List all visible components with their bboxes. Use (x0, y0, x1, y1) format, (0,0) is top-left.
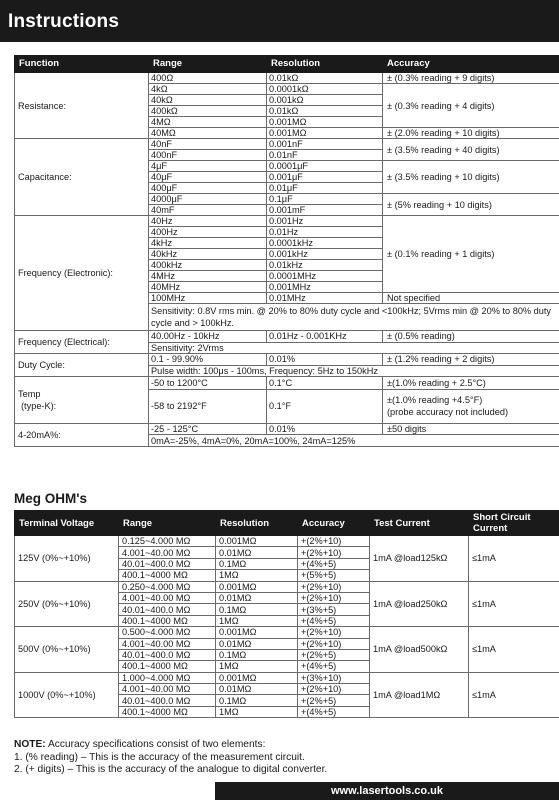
table-header-row (15, 56, 559, 73)
resolution-cell: 0.0001μF (267, 161, 383, 172)
function-label-line: Temp (18, 388, 41, 399)
resolution-cell: 0.001MΩ (216, 581, 298, 592)
terminal-voltage-cell: 250V (0%~+10%) (15, 581, 119, 627)
header-resolution: Resolution (267, 56, 383, 73)
note-cell: Sensitivity: 2Vrms (149, 342, 559, 354)
range-cell: 100MHz (149, 293, 267, 304)
resolution-cell: 0.001mF (267, 205, 383, 216)
range-cell: 40.01~400.0 MΩ (119, 604, 216, 615)
resolution-cell: 0.001MΩ (267, 128, 383, 139)
resolution-cell: 1MΩ (216, 615, 298, 626)
sensitivity-note: Sensitivity: 0.8V rms min. @ 20% to 80% duty cycle and <100kHz; 5Vrms min @ 20% to 80% duty cycle and > 100kHz. (149, 304, 559, 331)
page-title: Instructions (0, 0, 559, 42)
resolution-cell: 0.001Hz (267, 216, 383, 227)
meg-ohm-heading: Meg OHM's (14, 491, 87, 506)
resolution-cell: 0.001MΩ (267, 117, 383, 128)
test-current-cell: 1mA @load125kΩ (370, 536, 469, 582)
accuracy-cell: +(4%+5) (298, 615, 370, 626)
test-current-cell: 1mA @load250kΩ (370, 581, 469, 627)
accuracy-cell: ± (3.5% reading + 10 digits) (383, 161, 559, 194)
range-cell: 0.1 - 99.90% (149, 354, 267, 366)
resolution-cell: 0.01MΩ (216, 547, 298, 558)
resolution-cell: 0.01MΩ (216, 638, 298, 649)
range-cell: 400.1~4000 MΩ (119, 570, 216, 581)
note-intro (14, 739, 327, 752)
accuracy-cell: +(2%+5) (298, 695, 370, 706)
function-label: Frequency (Electronic): (15, 216, 149, 331)
resolution-cell: 1MΩ (216, 706, 298, 717)
range-cell: 400.1~4000 MΩ (119, 615, 216, 626)
header-function: Function (15, 56, 149, 73)
function-label: Resistance: (15, 73, 149, 139)
resolution-cell: 0.01Hz - 0.001KHz (267, 331, 383, 343)
range-cell: 4000μF (149, 194, 267, 205)
range-cell: 4.001~40.00 MΩ (119, 592, 216, 603)
note-heading: NOTE: (14, 739, 46, 750)
resolution-cell: 0.1MΩ (216, 695, 298, 706)
table-row (15, 672, 559, 683)
range-cell: 4μF (149, 161, 267, 172)
short-circuit-current-cell: ≤1mA (469, 627, 559, 673)
note-cell: Pulse width: 100μs - 100ms, Frequency: 5Hz to 150kHz (149, 365, 559, 377)
range-cell: 400.1~4000 MΩ (119, 661, 216, 672)
range-cell: 40mF (149, 205, 267, 216)
range-cell: 4.001~40.00 MΩ (119, 547, 216, 558)
table-row (15, 73, 559, 84)
resolution-cell: 1MΩ (216, 661, 298, 672)
range-cell: 400Ω (149, 73, 267, 84)
range-cell: 4kΩ (149, 84, 267, 95)
accuracy-cell: ± (0.1% reading + 1 digits) (383, 216, 559, 293)
function-label: Duty Cycle: (15, 354, 149, 377)
test-current-cell: 1mA @load1MΩ (370, 672, 469, 718)
resolution-cell: 0.0001MHz (267, 271, 383, 282)
function-label: Capacitance: (15, 139, 149, 216)
accuracy-cell: Not specified (383, 293, 559, 304)
resolution-cell: 0.01% (267, 423, 383, 435)
function-label-line: (type-K): (21, 400, 57, 411)
accuracy-line: (probe accuracy not included) (387, 407, 509, 418)
resolution-cell: 0.01% (267, 354, 383, 366)
accuracy-cell: +(2%+10) (298, 581, 370, 592)
range-cell: 400Hz (149, 227, 267, 238)
header-test-current: Test Current (370, 511, 469, 536)
resolution-cell: 0.0001kΩ (267, 84, 383, 95)
range-cell: 40MΩ (149, 128, 267, 139)
range-cell: 4MHz (149, 271, 267, 282)
header-range: Range (149, 56, 267, 73)
range-cell: 40.01~400.0 MΩ (119, 649, 216, 660)
function-label (15, 377, 149, 424)
table-row (15, 423, 559, 435)
range-cell: 40.00Hz - 10kHz (149, 331, 267, 343)
resolution-cell: 0.01kHz (267, 260, 383, 271)
footer-url: www.lasertools.co.uk (215, 782, 559, 800)
function-label: 4-20mA%: (15, 423, 149, 446)
resolution-cell: 0.0001kHz (267, 238, 383, 249)
table-row (15, 216, 559, 227)
range-cell: 40μF (149, 172, 267, 183)
resolution-cell: 0.001nF (267, 139, 383, 150)
accuracy-cell: ± (3.5% reading + 40 digits) (383, 139, 559, 161)
table-row (15, 536, 559, 547)
resolution-cell: 0.001MΩ (216, 536, 298, 547)
resolution-cell: 0.001μF (267, 172, 383, 183)
accuracy-cell: +(4%+5) (298, 558, 370, 569)
range-cell: 400kHz (149, 260, 267, 271)
range-cell: 400.1~4000 MΩ (119, 706, 216, 717)
resolution-cell: 0.01MHz (267, 293, 383, 304)
accuracy-cell: ± (0.3% reading + 4 digits) (383, 84, 559, 128)
short-circuit-current-cell: ≤1mA (469, 536, 559, 582)
table-row (15, 377, 559, 390)
terminal-voltage-cell: 500V (0%~+10%) (15, 627, 119, 673)
header-short-circuit-current: Short Circuit Current (469, 511, 559, 536)
resolution-cell: 0.001kHz (267, 249, 383, 260)
short-circuit-current-cell: ≤1mA (469, 581, 559, 627)
range-cell: 40nF (149, 139, 267, 150)
accuracy-cell: +(2%+5) (298, 649, 370, 660)
range-cell: 4kHz (149, 238, 267, 249)
resolution-cell: 0.001MΩ (216, 627, 298, 638)
resolution-cell: 0.001kΩ (267, 95, 383, 106)
resolution-cell: 0.01kΩ (267, 106, 383, 117)
accuracy-cell: ± (0.5% reading) (383, 331, 559, 343)
range-cell: 40Hz (149, 216, 267, 227)
function-label: Frequency (Electrical): (15, 331, 149, 354)
range-cell: 40MHz (149, 282, 267, 293)
meg-ohm-body (15, 536, 559, 718)
resolution-cell: 0.01nF (267, 150, 383, 161)
range-cell: 400nF (149, 150, 267, 161)
range-cell: 1.000~4.000 MΩ (119, 672, 216, 683)
header-accuracy: Accuracy (383, 56, 559, 73)
resolution-cell: 0.1MΩ (216, 649, 298, 660)
resolution-cell: 0.1MΩ (216, 604, 298, 615)
accuracy-cell (383, 389, 559, 423)
range-cell: 0.500~4.000 MΩ (119, 627, 216, 638)
accuracy-cell: +(2%+10) (298, 627, 370, 638)
accuracy-cell: ± (2.0% reading + 10 digits) (383, 128, 559, 139)
header-resolution: Resolution (216, 511, 298, 536)
range-cell: -50 to 1200°C (149, 377, 267, 390)
accuracy-cell: ±(1.0% reading + 2.5°C) (383, 377, 559, 390)
resolution-cell: 0.01MΩ (216, 684, 298, 695)
accuracy-cell: +(3%+10) (298, 672, 370, 683)
note-item: 1. (% reading) – This is the accuracy of the measurement circuit. (14, 751, 305, 763)
test-current-cell: 1mA @load500kΩ (370, 627, 469, 673)
resolution-cell: 0.01Hz (267, 227, 383, 238)
resolution-cell: 0.01μF (267, 183, 383, 194)
table-row (15, 581, 559, 592)
accuracy-cell: ± (1.2% reading + 2 digits) (383, 354, 559, 366)
accuracy-cell: +(2%+10) (298, 684, 370, 695)
accuracy-cell: +(2%+10) (298, 592, 370, 603)
note-cell: 0mA=-25%, 4mA=0%, 20mA=100%, 24mA=125% (149, 435, 559, 447)
notes (14, 739, 327, 777)
range-cell: 400kΩ (149, 106, 267, 117)
table-row (15, 331, 559, 343)
accuracy-cell: +(4%+5) (298, 706, 370, 717)
table-header-row (15, 511, 559, 536)
range-cell: -58 to 2192°F (149, 389, 267, 423)
resolution-cell: 0.1°C (267, 377, 383, 390)
range-cell: 40.01~400.0 MΩ (119, 695, 216, 706)
resolution-cell: 0.1μF (267, 194, 383, 205)
accuracy-cell: +(2%+10) (298, 547, 370, 558)
resolution-cell: 1MΩ (216, 570, 298, 581)
accuracy-cell: ±50 digits (383, 423, 559, 435)
accuracy-line: ±(1.0% reading +4.5°F) (387, 395, 483, 406)
range-cell: 40.01~400.0 MΩ (119, 558, 216, 569)
meg-ohm-table (14, 510, 559, 718)
resolution-cell: 0.1°F (267, 389, 383, 423)
range-cell: 40kHz (149, 249, 267, 260)
terminal-voltage-cell: 1000V (0%~+10%) (15, 672, 119, 718)
range-cell: 4.001~40.00 MΩ (119, 638, 216, 649)
table-row (15, 354, 559, 366)
accuracy-cell: ± (0.3% reading + 9 digits) (383, 73, 559, 84)
specifications-table (14, 55, 559, 447)
header-range: Range (119, 511, 216, 536)
header-terminal-voltage: Terminal Voltage (15, 511, 119, 536)
resolution-cell: 0.01kΩ (267, 73, 383, 84)
accuracy-cell: +(4%+5) (298, 661, 370, 672)
header-accuracy: Accuracy (298, 511, 370, 536)
note-item: 2. (+ digits) – This is the accuracy of the analogue to digital converter. (14, 764, 328, 775)
terminal-voltage-cell: 125V (0%~+10%) (15, 536, 119, 582)
specifications-body (15, 73, 559, 447)
resolution-cell: 0.01MΩ (216, 592, 298, 603)
range-cell: 0.125~4.000 MΩ (119, 536, 216, 547)
range-cell: -25 - 125°C (149, 423, 267, 435)
accuracy-cell: +(2%+10) (298, 638, 370, 649)
range-cell: 40kΩ (149, 95, 267, 106)
accuracy-cell: +(2%+10) (298, 536, 370, 547)
range-cell: 400μF (149, 183, 267, 194)
accuracy-cell: +(5%+5) (298, 570, 370, 581)
accuracy-cell: ± (5% reading + 10 digits) (383, 194, 559, 216)
resolution-cell: 0.001MHz (267, 282, 383, 293)
resolution-cell: 0.1MΩ (216, 558, 298, 569)
range-cell: 4.001~40.00 MΩ (119, 684, 216, 695)
resolution-cell: 0.001MΩ (216, 672, 298, 683)
table-row (15, 139, 559, 150)
range-cell: 0.250~4.000 MΩ (119, 581, 216, 592)
table-row (15, 627, 559, 638)
note-intro-text: Accuracy specifications consist of two elements: (45, 739, 266, 750)
accuracy-cell: +(3%+5) (298, 604, 370, 615)
range-cell: 4MΩ (149, 117, 267, 128)
short-circuit-current-cell: ≤1mA (469, 672, 559, 718)
